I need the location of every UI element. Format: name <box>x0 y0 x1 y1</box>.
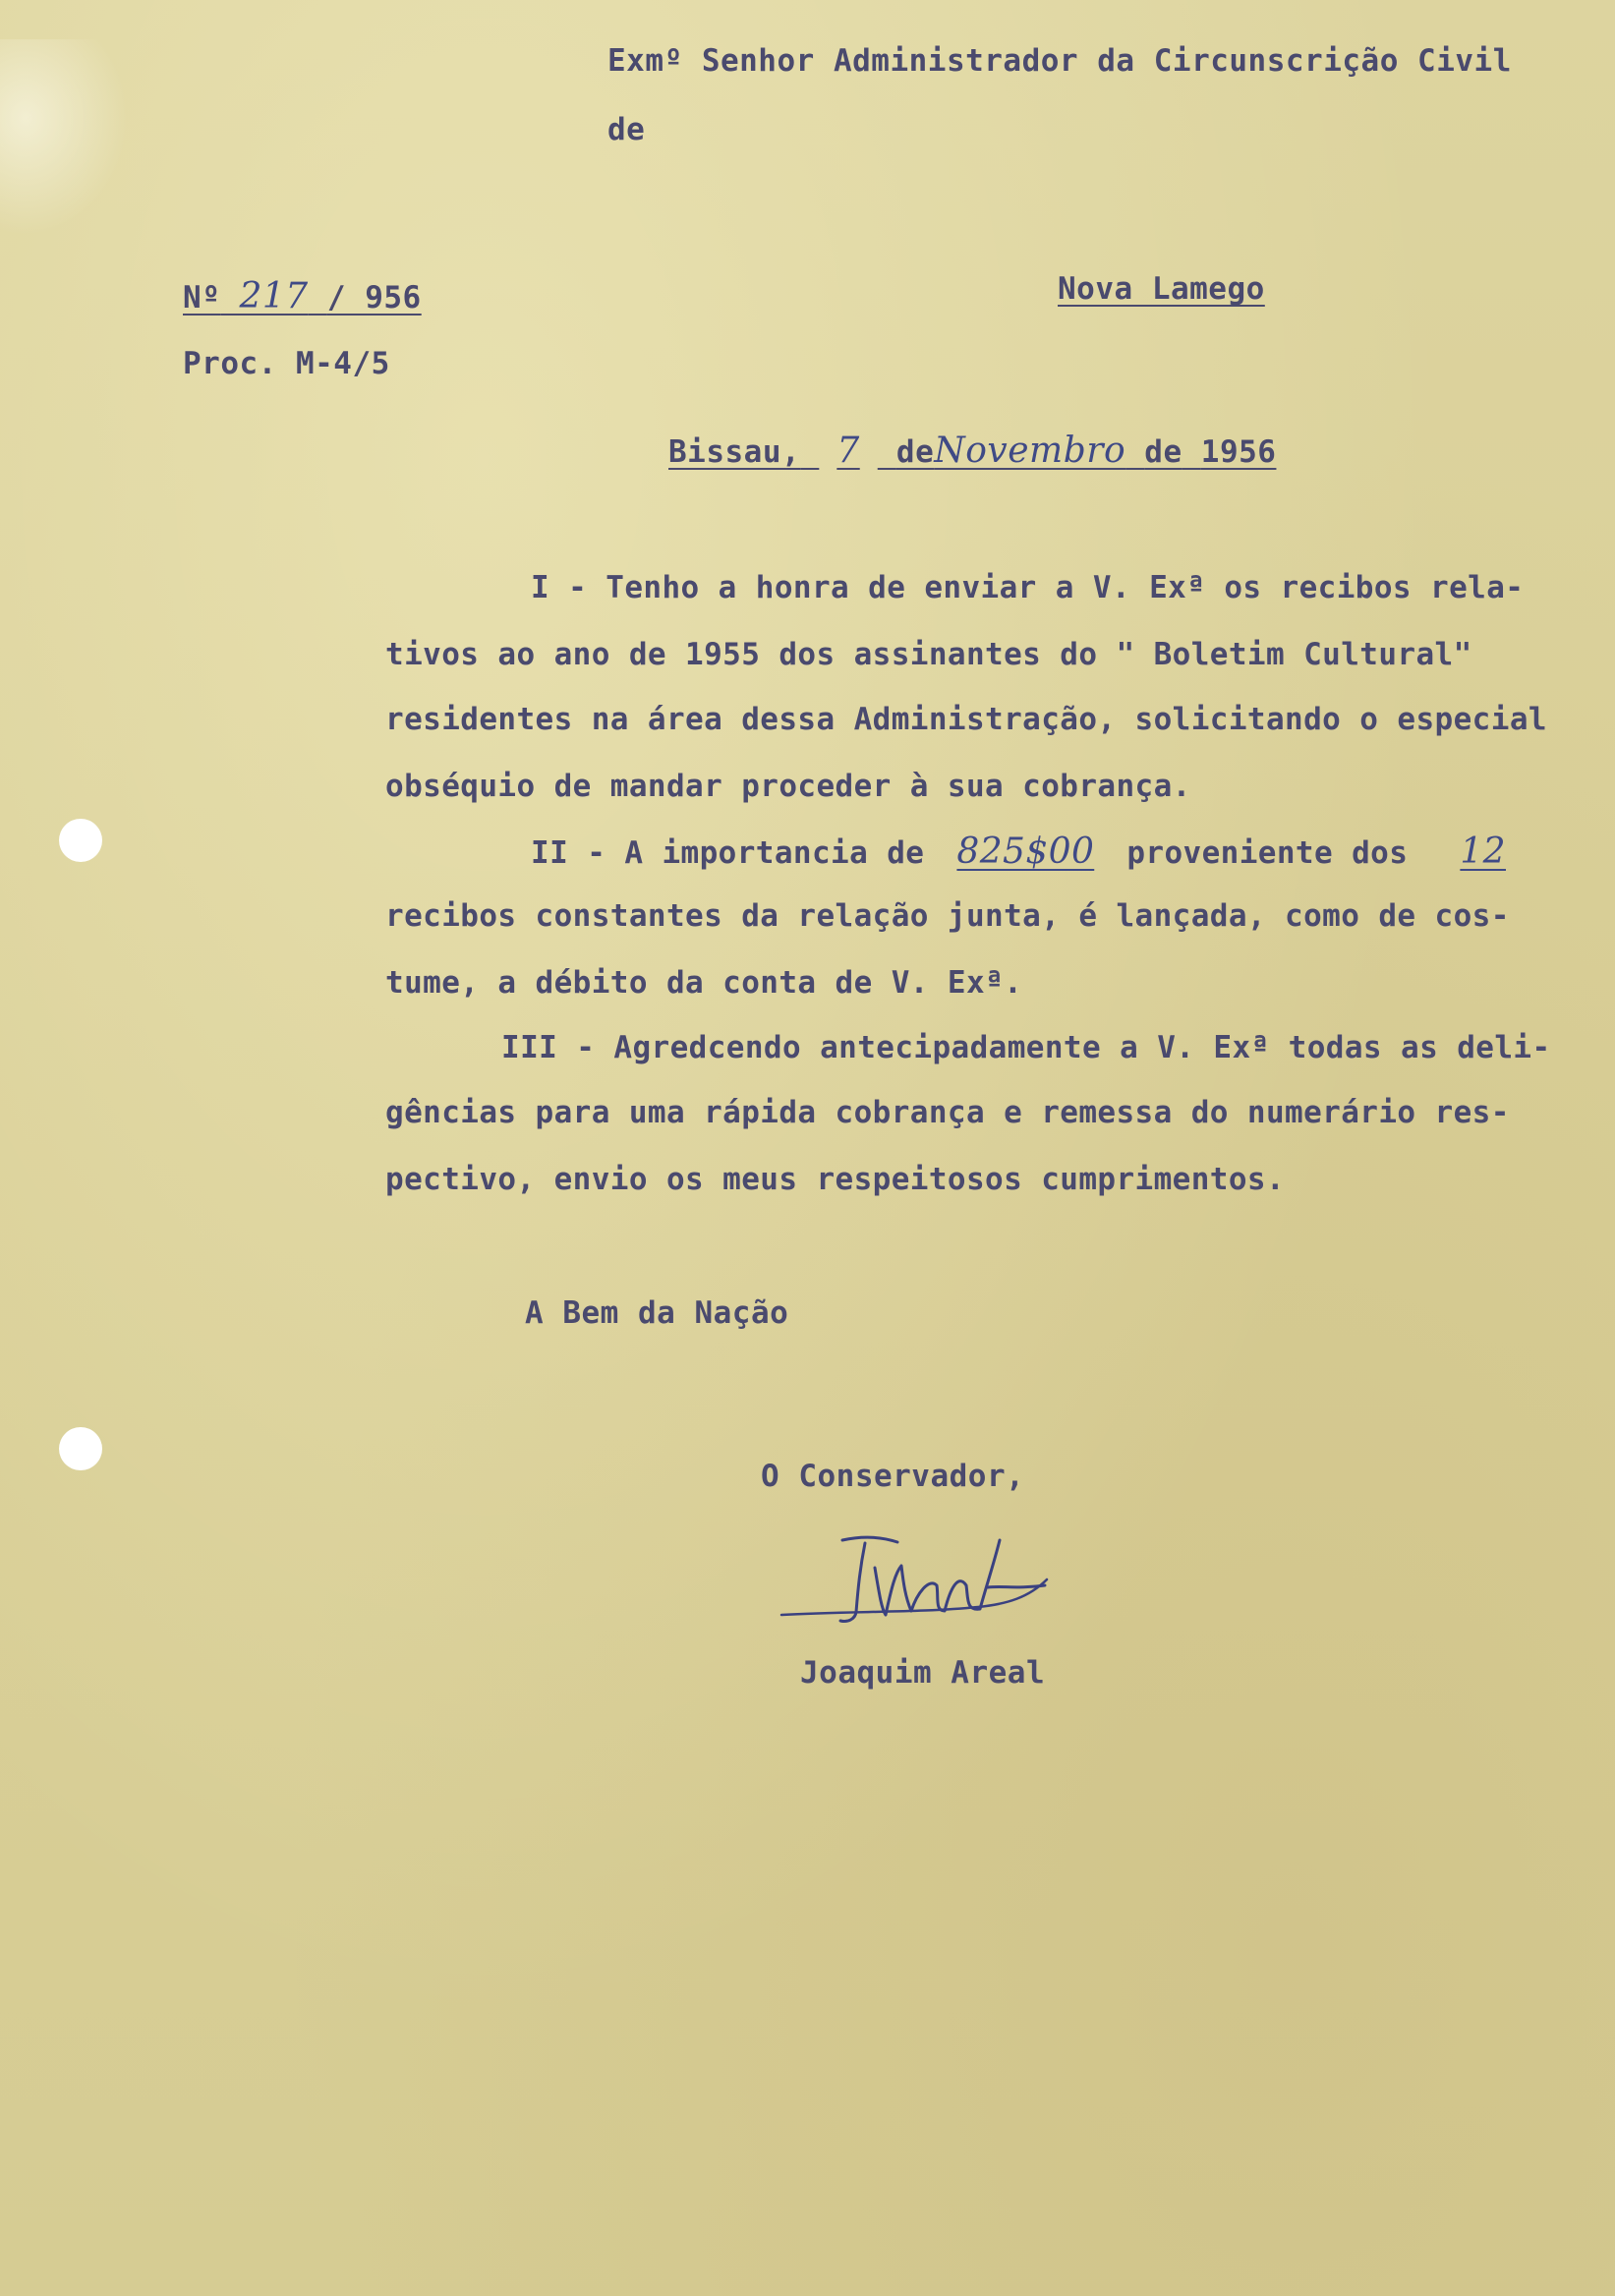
paragraph-1-line-2: tivos ao ano de 1955 dos assinantes do " Boletim Cultural" <box>385 637 1472 672</box>
salutation: A Bem da Nação <box>525 1295 789 1331</box>
paragraph-2-line-2: recibos constantes da relação junta, é lançada, como de cos- <box>385 898 1510 934</box>
punch-hole-bottom <box>59 1427 102 1470</box>
paragraph-3-line-1: III - Agredcendo antecipadamente a V. Exª todas as deli- <box>501 1030 1551 1065</box>
signatory-name: Joaquim Areal <box>800 1655 1046 1691</box>
paragraph-1-line-3: residentes na área dessa Administração, solicitando o especial <box>385 702 1547 737</box>
addressee-line-1: Exmº Senhor Administrador da Circunscrição Civil <box>607 43 1512 79</box>
addressee-line-2: de <box>607 112 646 147</box>
reference-number <box>183 276 422 316</box>
date-day-handwritten: 7 <box>836 430 860 471</box>
paragraph-3-line-3: pectivo, envio os meus respeitosos cumprimentos. <box>385 1162 1286 1197</box>
paragraph-2-amount-handwritten: 825$00 <box>956 832 1095 872</box>
paragraph-2-text-a: II - A importancia de <box>531 835 925 871</box>
signatory-title: O Conservador, <box>761 1459 1025 1494</box>
date-de-1: de <box>895 434 935 470</box>
paragraph-2-count-handwritten: 12 <box>1460 832 1506 872</box>
paragraph-2-line-1 <box>531 832 1539 872</box>
date-line <box>668 430 1276 471</box>
paper-wear <box>0 39 128 236</box>
reference-number-prefix: Nº <box>183 280 221 316</box>
paragraph-1-line-4: obséquio de mandar proceder à sua cobrança. <box>385 769 1191 804</box>
date-de-2: de <box>1144 434 1182 470</box>
reference-number-year: / 956 <box>326 280 422 316</box>
paragraph-2-line-3: tume, a débito da conta de V. Exª. <box>385 965 1023 1001</box>
date-month-handwritten: Novembro <box>934 430 1126 471</box>
handwritten-signature <box>772 1528 1076 1646</box>
paragraph-2-text-b: proveniente dos <box>1126 835 1409 871</box>
process-reference: Proc. M-4/5 <box>183 346 390 381</box>
date-city: Bissau, <box>668 434 801 470</box>
date-year: 1956 <box>1200 434 1277 470</box>
reference-number-handwritten: 217 <box>239 276 309 316</box>
paragraph-3-line-2: gências para uma rápida cobrança e remessa do numerário res- <box>385 1095 1510 1130</box>
location: Nova Lamego <box>1058 271 1265 307</box>
paragraph-1-line-1: I - Tenho a honra de enviar a V. Exª os recibos rela- <box>531 570 1525 605</box>
punch-hole-top <box>59 819 102 862</box>
